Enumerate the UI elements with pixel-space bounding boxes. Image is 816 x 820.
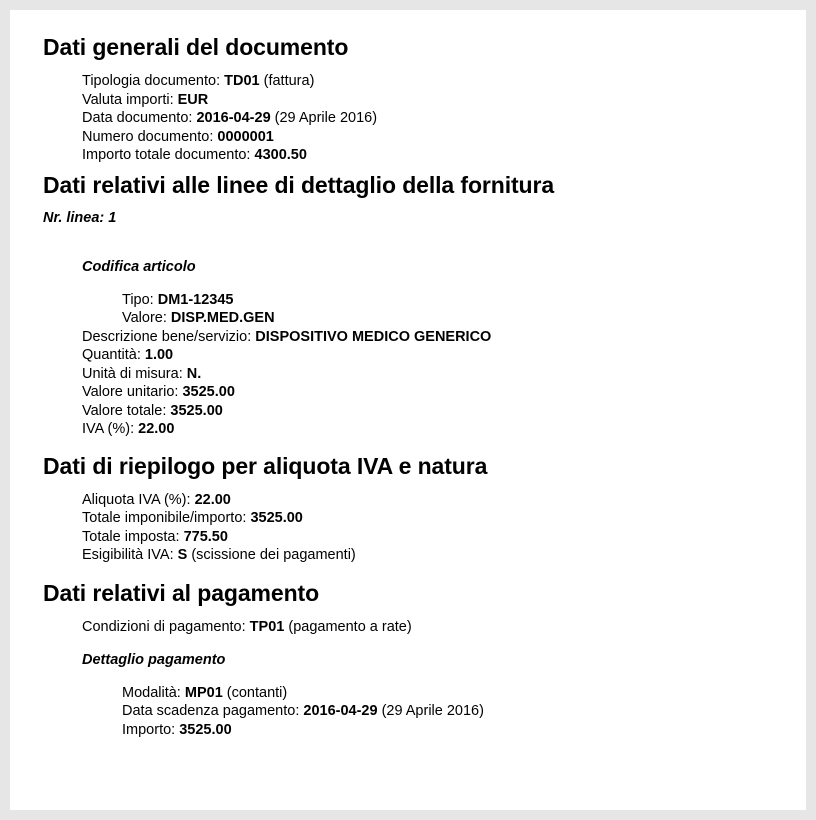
field-data-documento: Data documento: 2016-04-29 (29 Aprile 2016) — [82, 110, 378, 126]
document-content — [43, 32, 786, 739]
payment-fields — [82, 618, 786, 637]
general-fields — [82, 72, 786, 165]
section-title-general: Dati generali del documento — [43, 34, 349, 60]
section-title-lines: Dati relativi alle linee di dettaglio della fornitura — [43, 171, 555, 198]
field-modalita: Modalità: MP01 (contanti) — [122, 684, 288, 701]
line-fields — [82, 328, 786, 439]
field-numero-documento: Numero documento: 0000001 — [82, 128, 274, 145]
field-iva: IVA (%): 22.00 — [82, 421, 175, 437]
field-scadenza: Data scadenza pagamento: 2016-04-29 (29 Aprile 2016) — [122, 703, 484, 719]
field-esigibilita: Esigibilità IVA: S (scissione dei pagamenti) — [82, 547, 356, 563]
dettaglio-fields — [122, 684, 786, 740]
field-valuta: Valuta importi: EUR — [82, 91, 209, 108]
field-tipo: Tipo: DM1-12345 — [122, 291, 234, 308]
field-valore: Valore: DISP.MED.GEN — [122, 310, 275, 326]
document-page — [10, 10, 806, 810]
field-valore-totale: Valore totale: 3525.00 — [82, 402, 223, 419]
field-imponibile: Totale imponibile/importo: 3525.00 — [82, 510, 303, 526]
dettaglio-title: Dettaglio pagamento — [82, 652, 226, 668]
field-unita: Unità di misura: N. — [82, 365, 202, 382]
field-valore-unitario: Valore unitario: 3525.00 — [82, 384, 235, 400]
field-quantita: Quantità: 1.00 — [82, 347, 174, 363]
field-aliquota: Aliquota IVA (%): 22.00 — [82, 491, 231, 508]
field-descrizione: Descrizione bene/servizio: DISPOSITIVO MEDICO GENERICO — [82, 328, 492, 345]
summary-fields — [82, 491, 786, 565]
section-title-payment: Dati relativi al pagamento — [43, 579, 320, 606]
field-condizioni: Condizioni di pagamento: TP01 (pagamento a rate) — [82, 618, 412, 635]
field-imposta: Totale imposta: 775.50 — [82, 528, 228, 545]
field-importo-totale: Importo totale documento: 4300.50 — [82, 147, 307, 163]
section-title-summary: Dati di riepilogo per aliquota IVA e natura — [43, 452, 488, 479]
field-tipologia: Tipologia documento: TD01 (fattura) — [82, 73, 315, 89]
codifica-fields — [122, 291, 786, 328]
field-importo-pagamento: Importo: 3525.00 — [122, 721, 232, 738]
line-number-label: Nr. linea: 1 — [43, 209, 117, 226]
codifica-title: Codifica articolo — [82, 259, 196, 275]
